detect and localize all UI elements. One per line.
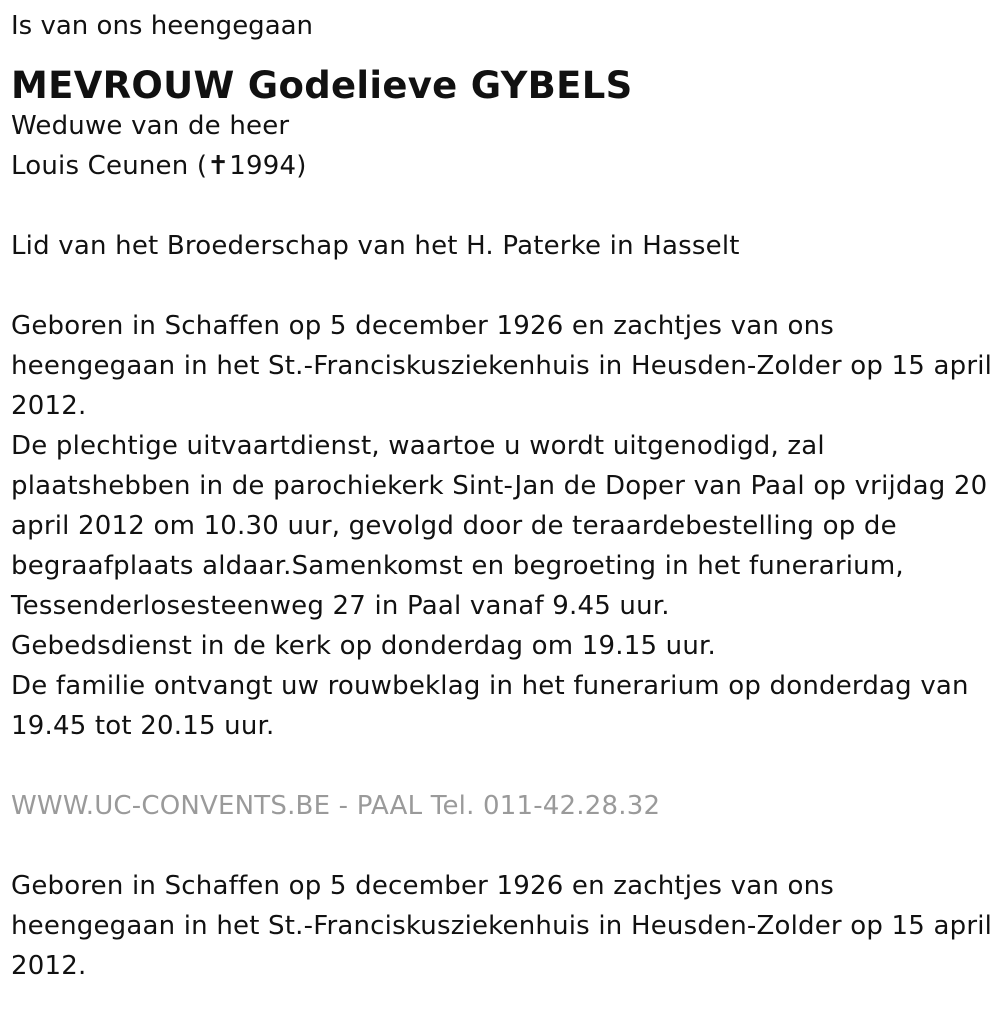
body-line: De familie ontvangt uw rouwbeklag in het funerarium op donderdag van (11, 671, 969, 701)
subtitle-line: Louis Ceunen (✝1994) (11, 151, 307, 181)
body-line: Gebedsdienst in de kerk op donderdag om 19.15 uur. (11, 631, 716, 661)
body-line: Geboren in Schaffen op 5 december 1926 en zachtjes van ons (11, 311, 835, 341)
spacer (11, 266, 989, 306)
repeat-line: 2012. (11, 951, 87, 981)
spacer (11, 746, 989, 786)
subtitle-line: Weduwe van de heer (11, 111, 290, 141)
spacer (11, 826, 989, 866)
intro-text: Is van ons heengegaan (11, 11, 314, 41)
body-line: plaatshebben in de parochiekerk Sint-Jan de Doper van Paal op vrijdag 20 (11, 471, 988, 501)
body-line: begraafplaats aldaar.Samenkomst en begroeting in het funerarium, (11, 551, 904, 581)
body-line: De plechtige uitvaartdienst, waartoe u wordt uitgenodigd, zal (11, 431, 825, 461)
body-text (11, 306, 993, 746)
contact-info: WWW.UC-CONVENTS.BE - PAAL Tel. 011-42.28.32 (11, 791, 661, 821)
body-line: heengegaan in het St.-Franciskusziekenhuis in Heusden-Zolder op 15 april (11, 351, 993, 381)
body-line: Tessenderlosesteenweg 27 in Paal vanaf 9.45 uur. (11, 591, 670, 621)
deceased-name: MEVROUW Godelieve GYBELS (11, 64, 633, 107)
spacer (11, 186, 989, 226)
repeat-line: Geboren in Schaffen op 5 december 1926 en zachtjes van ons (11, 871, 835, 901)
body-line: 19.45 tot 20.15 uur. (11, 711, 275, 741)
body-line: april 2012 om 10.30 uur, gevolgd door de teraardebestelling op de (11, 511, 897, 541)
body-line: 2012. (11, 391, 87, 421)
repeated-body-text (11, 866, 993, 986)
repeat-line: heengegaan in het St.-Franciskusziekenhuis in Heusden-Zolder op 15 april (11, 911, 993, 941)
membership-text: Lid van het Broederschap van het H. Paterke in Hasselt (11, 231, 740, 261)
